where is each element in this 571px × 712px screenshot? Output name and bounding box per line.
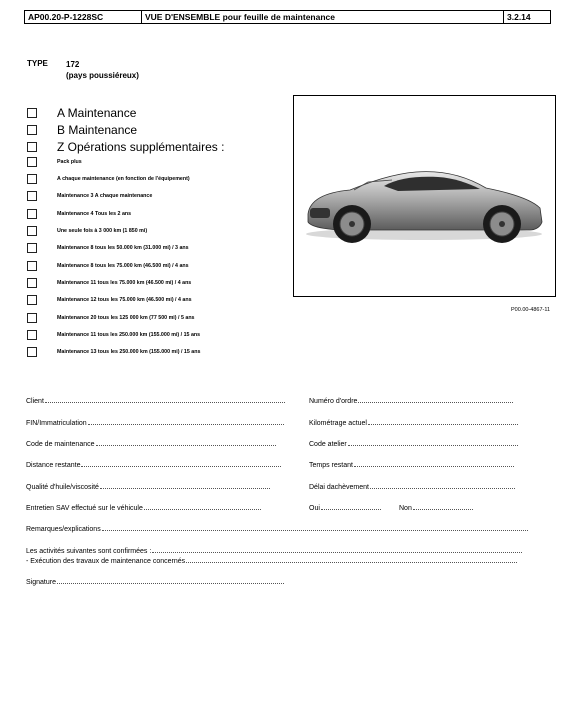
checkbox[interactable] [27, 209, 37, 219]
checklist-label: A chaque maintenance (en fonction de l'équipement) [57, 176, 190, 182]
car-image [294, 96, 555, 296]
remarks-line[interactable] [102, 524, 528, 531]
signature-label: Signature [26, 579, 56, 586]
checkbox[interactable] [27, 313, 37, 323]
checklist-item[interactable] [27, 347, 200, 357]
deadline-field[interactable] [309, 482, 515, 491]
maintenance-code-label: Code de maintenance [26, 441, 95, 448]
confirmed-line[interactable] [152, 546, 522, 553]
checklist-item[interactable] [27, 191, 152, 201]
yes-field[interactable] [309, 503, 381, 512]
no-label: Non [399, 505, 412, 512]
type-variant: (pays poussiéreux) [66, 71, 139, 80]
no-field[interactable] [399, 503, 473, 512]
sav-field [26, 503, 261, 512]
checkbox[interactable] [27, 125, 37, 135]
yes-line[interactable] [321, 503, 381, 510]
checklist-item-a[interactable] [27, 106, 136, 120]
checklist-label: Maintenance 12 tous les 75.000 km (46.500 mi) / 4 ans [57, 297, 192, 303]
deadline-line[interactable] [370, 482, 515, 489]
fin-label: FIN/Immatriculation [26, 420, 87, 427]
checklist-item[interactable] [27, 157, 82, 167]
checklist-item[interactable] [27, 261, 189, 271]
deadline-label: Délai dachèvement [309, 484, 369, 491]
checklist-label: Maintenance 11 tous les 75.000 km (46.500 mi) / 4 ans [57, 280, 192, 286]
fin-line[interactable] [88, 418, 284, 425]
execution-line[interactable] [186, 556, 517, 563]
checkbox[interactable] [27, 243, 37, 253]
mileage-field[interactable] [309, 418, 518, 427]
checkbox[interactable] [27, 261, 37, 271]
checklist-item-b[interactable] [27, 123, 137, 137]
fin-field[interactable] [26, 418, 284, 427]
checkbox[interactable] [27, 191, 37, 201]
workshop-code-field[interactable] [309, 439, 518, 448]
distance-left-label: Distance restante [26, 462, 81, 469]
type-value [66, 59, 139, 81]
time-left-field[interactable] [309, 460, 514, 469]
checklist-label: Maintenance 8 tous les 75.000 km (46.500 mi) / 4 ans [57, 263, 189, 269]
execution-label: - Exécution des travaux de maintenance concernés [26, 558, 186, 565]
checkbox[interactable] [27, 108, 37, 118]
mileage-label: Kilométrage actuel [309, 420, 367, 427]
checkbox[interactable] [27, 330, 37, 340]
client-field[interactable] [26, 396, 285, 405]
sav-line[interactable] [144, 503, 261, 510]
checkbox[interactable] [27, 295, 37, 305]
checklist-item[interactable] [27, 226, 147, 236]
checkbox[interactable] [27, 278, 37, 288]
checklist-item-z[interactable] [27, 140, 224, 154]
client-label: Client [26, 398, 44, 405]
distance-left-line[interactable] [81, 460, 281, 467]
signature-line[interactable] [57, 577, 284, 584]
oil-quality-line[interactable] [100, 482, 270, 489]
checklist-label: B Maintenance [57, 123, 138, 137]
maintenance-code-line[interactable] [96, 439, 276, 446]
doc-version: 3.2.14 [507, 12, 531, 22]
order-number-line[interactable] [358, 396, 513, 403]
checklist-label: Maintenance 11 tous les 250.000 km (155.000 mi) / 15 ans [57, 332, 201, 338]
checklist-label: Une seule fois à 3 000 km (1 850 mi) [57, 228, 148, 234]
oil-quality-label: Qualité d'huile/viscosité [26, 484, 99, 491]
sav-label: Entretien SAV effectué sur le véhicule [26, 505, 143, 512]
time-left-label: Temps restant [309, 462, 353, 469]
execution-field[interactable] [26, 556, 517, 565]
checklist-label: Maintenance 13 tous les 250.000 km (155.000 mi) / 15 ans [57, 349, 201, 355]
checklist-item[interactable] [27, 174, 190, 184]
type-model: 172 [66, 60, 80, 69]
workshop-code-label: Code atelier [309, 441, 347, 448]
checkbox[interactable] [27, 157, 37, 167]
order-number-label: Numéro d'ordre [309, 398, 358, 405]
doc-title: VUE D'ENSEMBLE pour feuille de maintenance [142, 11, 504, 23]
confirmed-label: Les activités suivantes sont confirmées : [26, 548, 152, 555]
workshop-code-line[interactable] [348, 439, 518, 446]
checklist-item[interactable] [27, 278, 191, 288]
order-number-field[interactable] [309, 396, 513, 405]
checklist-item[interactable] [27, 313, 195, 323]
client-line[interactable] [45, 396, 285, 403]
checklist-label: Maintenance 4 Tous les 2 ans [57, 211, 132, 217]
checklist-label: Maintenance 3 A chaque maintenance [57, 193, 153, 199]
mileage-line[interactable] [368, 418, 518, 425]
no-line[interactable] [413, 503, 473, 510]
checkbox[interactable] [27, 142, 37, 152]
checklist-label: Z Opérations supplémentaires : [57, 140, 225, 154]
doc-id: AP00.20-P-1228SC [25, 11, 142, 23]
checklist-item[interactable] [27, 209, 131, 219]
checklist-label: Maintenance 20 tous les 125 000 km (77 500 mi) / 5 ans [57, 315, 195, 321]
checklist-item[interactable] [27, 295, 192, 305]
checklist-item[interactable] [27, 243, 189, 253]
vehicle-image-frame [293, 95, 556, 297]
checklist-label: Pack plus [57, 159, 82, 165]
time-left-line[interactable] [354, 460, 514, 467]
distance-left-field[interactable] [26, 460, 281, 469]
remarks-label: Remarques/explications [26, 526, 101, 533]
checklist-label: A Maintenance [57, 106, 137, 120]
maintenance-code-field[interactable] [26, 439, 276, 448]
checklist-item[interactable] [27, 330, 200, 340]
checkbox[interactable] [27, 347, 37, 357]
checkbox[interactable] [27, 226, 37, 236]
checklist-label: Maintenance 8 tous les 50.000 km (31.000 mi) / 3 ans [57, 245, 189, 251]
checkbox[interactable] [27, 174, 37, 184]
oil-quality-field[interactable] [26, 482, 270, 491]
signature-field[interactable] [26, 577, 284, 586]
header-bar [24, 10, 551, 24]
confirmed-field[interactable] [26, 546, 522, 555]
image-reference: P00.00-4867-11 [511, 307, 551, 313]
yes-label: Oui [309, 505, 320, 512]
remarks-field[interactable] [26, 524, 528, 533]
type-label: TYPE [27, 59, 48, 68]
